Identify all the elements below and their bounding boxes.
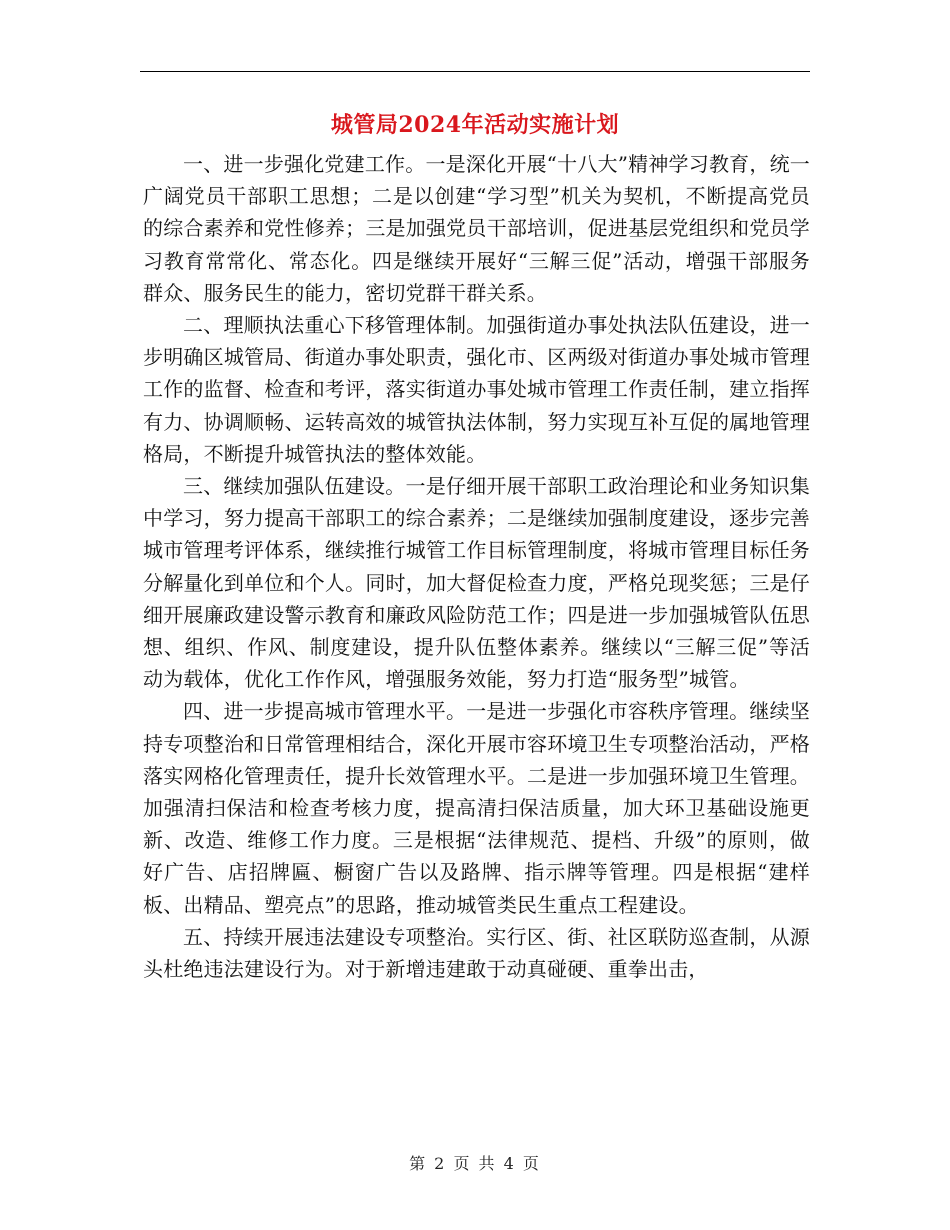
header-rule — [140, 71, 810, 72]
document-body — [143, 148, 810, 985]
document-title: 城管局2024年活动实施计划 — [330, 112, 620, 138]
paragraph-party-building: 一、进一步强化党建工作。一是深化开展“十八大”精神学习教育，统一广阔党员干部职工思想；二是以创建“学习型”机关为契机，不断提高党员的综合素养和党性修养；三是加强党员干部培训，促进基层党组织和党员学习教育常常化、常态化。四是继续开展好“三解三促”活动，增强干部服务群众、服务民生的能力，密切党群干群关系。 — [143, 152, 810, 305]
page-number: 第 2 页 共 4 页 — [409, 1154, 541, 1173]
paragraph-enforcement-system: 二、理顺执法重心下移管理体制。加强街道办事处执法队伍建设，进一步明确区城管局、街道办事处职责，强化市、区两级对街道办事处城市管理工作的监督、检查和考评，落实街道办事处城市管理工作责任制，建立指挥有力、协调顺畅、运转高效的城管执法体制，努力实现互补互促的属地管理格局，不断提升城管执法的整体效能。 — [143, 313, 810, 466]
paragraph-team-building: 三、继续加强队伍建设。一是仔细开展干部职工政治理论和业务知识集中学习，努力提高干部职工的综合素养；二是继续加强制度建设，逐步完善城市管理考评体系，继续推行城管工作目标管理制度，将城市管理目标任务分解量化到单位和个人。同时，加大督促检查力度，严格兑现奖惩；三是仔细开展廉政建设警示教育和廉政风险防范工作；四是进一步加强城管队伍思想、组织、作风、制度建设，提升队伍整体素养。继续以“三解三促”等活动为载体，优化工作作风，增强服务效能，努力打造“服务型”城管。 — [143, 474, 810, 692]
paragraph-city-management: 四、进一步提高城市管理水平。一是进一步强化市容秩序管理。继续坚持专项整治和日常管理相结合，深化开展市容环境卫生专项整治活动，严格落实网格化管理责任，提升长效管理水平。二是进一步加强环境卫生管理。加强清扫保洁和检查考核力度，提高清扫保洁质量，加大环卫基础设施更新、改造、维修工作力度。三是根据“法律规范、提档、升级”的原则，做好广告、店招牌匾、橱窗广告以及路牌、指示牌等管理。四是根据“建样板、出精品、塑亮点”的思路，推动城管类民生重点工程建设。 — [143, 699, 810, 917]
paragraph-illegal-construction: 五、持续开展违法建设专项整治。实行区、街、社区联防巡查制，从源头杜绝违法建设行为。对于新增违建敢于动真碰硬、重拳出击， — [143, 924, 810, 982]
